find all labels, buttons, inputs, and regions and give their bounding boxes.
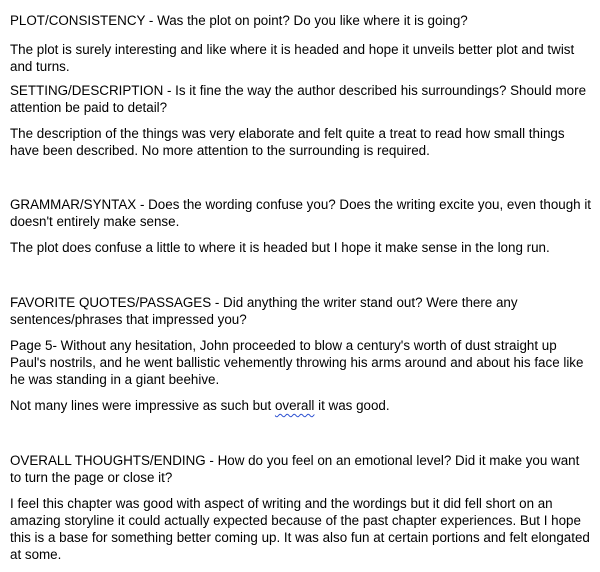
answer-setting-description: The description of the things was very elaborate and felt quite a treat to read how small things have been described. No more attention to the surrounding is required. <box>10 126 565 158</box>
answer-plot-consistency: The plot is surely interesting and like where it is headed and hope it unveils better plot and twist and turns. <box>10 42 575 74</box>
answer-text-before: Not many lines were impressive as such but <box>10 398 275 413</box>
question-favorite-quotes: FAVORITE QUOTES/PASSAGES - Did anything the writer stand out? Were there any sentences/phrases that impressed you? <box>10 295 518 327</box>
answer-overall-thoughts: I feel this chapter was good with aspect of writing and the wordings but it did fell short on an amazing storyline it could actually expected because of the past chapter experiences. But I hope this is a base for something better coming up. It was also fun at certain portions and felt elongated at some. <box>10 496 590 562</box>
section-setting-description <box>10 82 594 159</box>
answer-text-after: it was good. <box>314 398 390 413</box>
question-grammar-syntax: GRAMMAR/SYNTAX - Does the wording confuse you? Does the writing excite you, even though it doesn't entirely make sense. <box>10 197 592 229</box>
answer-favorite-quotes: Page 5- Without any hesitation, John proceeded to blow a century's worth of dust straight up Paul's nostrils, and he went ballistic vehemently throwing his arms around and about his face like he was standing in a giant beehive. <box>10 338 584 387</box>
question-plot-consistency: PLOT/CONSISTENCY - Was the plot on point? Do you like where it is going? <box>10 13 468 28</box>
answer-grammar-syntax: The plot does confuse a little to where it is headed but I hope it make sense in the long run. <box>10 240 550 255</box>
spellcheck-flagged-word[interactable]: overall <box>274 398 315 413</box>
section-overall-thoughts <box>10 452 594 563</box>
section-favorite-quotes <box>10 294 594 414</box>
answer-favorite-quotes-summary <box>10 397 594 414</box>
question-setting-description: SETTING/DESCRIPTION - Is it fine the way the author described his surroundings? Should more attention be paid to detail? <box>10 83 587 115</box>
question-overall-thoughts: OVERALL THOUGHTS/ENDING - How do you feel on an emotional level? Did it make you want to turn the page or close it? <box>10 453 580 485</box>
section-grammar-syntax <box>10 196 594 256</box>
section-plot-consistency <box>10 12 594 75</box>
